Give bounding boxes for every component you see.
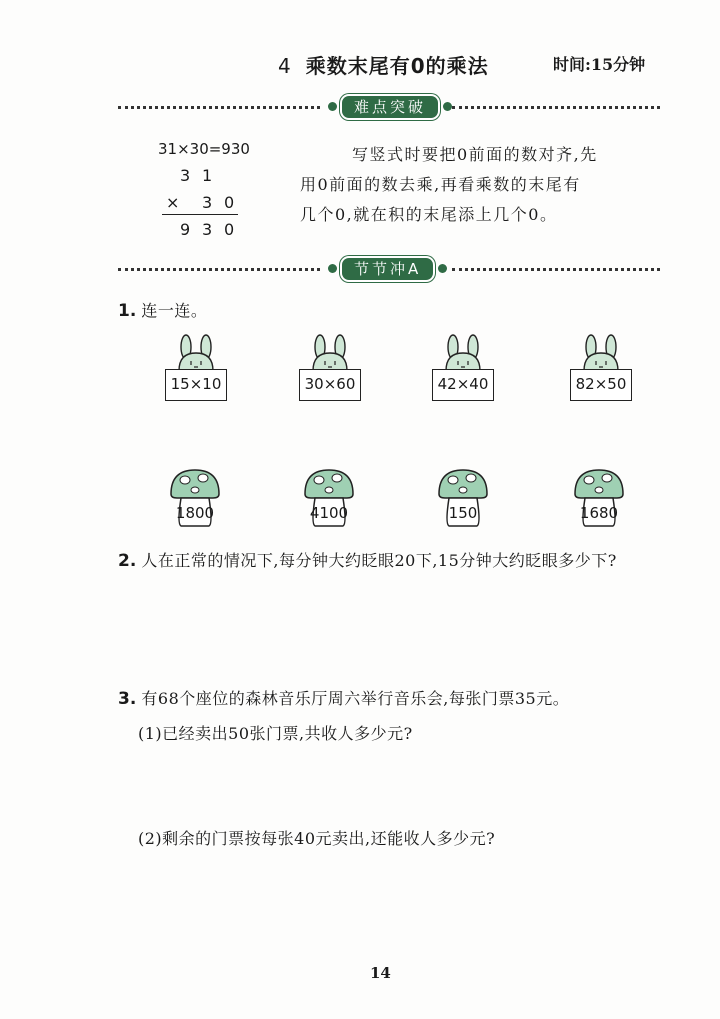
lesson-number: 4 xyxy=(278,54,292,78)
mushroom-card[interactable] xyxy=(571,466,627,528)
section-badge-difficulty: 难点突破 xyxy=(342,96,438,118)
digit: 9 xyxy=(180,220,191,239)
digit: 3 xyxy=(202,193,213,212)
divider-left xyxy=(118,106,320,109)
example-equation: 31×30=930 xyxy=(158,140,250,158)
bunny-icon xyxy=(570,333,636,373)
digit: 0 xyxy=(224,220,235,239)
mushroom-card[interactable] xyxy=(167,466,223,528)
divider-right xyxy=(452,106,660,109)
bunny-card[interactable] xyxy=(432,333,498,405)
bunny-icon xyxy=(165,333,231,373)
result-value: 1800 xyxy=(175,504,215,522)
time-limit: 时间:15分钟 xyxy=(553,55,646,74)
answer-area-q3-2[interactable] xyxy=(118,858,658,948)
result-value: 4100 xyxy=(309,504,349,522)
digit: 3 xyxy=(180,166,191,185)
tip-line: 写竖式时要把0前面的数对齐,先 xyxy=(352,145,598,164)
digit: 3 xyxy=(202,220,213,239)
bunny-card[interactable] xyxy=(299,333,365,405)
sub-question-1: (1)已经卖出50张门票,共收人多少元? xyxy=(138,724,413,743)
divider-right xyxy=(452,268,660,271)
digit: 1 xyxy=(202,166,213,185)
question-text: 人在正常的情况下,每分钟大约眨眼20下,15分钟大约眨眼多少下? xyxy=(141,551,617,570)
question-text: 有68个座位的森林音乐厅周六举行音乐会,每张门票35元。 xyxy=(141,689,570,708)
mushroom-card[interactable] xyxy=(301,466,357,528)
expression-sign: 15×10 xyxy=(165,369,227,401)
bunny-card[interactable] xyxy=(570,333,636,405)
bunny-card[interactable] xyxy=(165,333,231,405)
result-value: 150 xyxy=(448,504,478,522)
expression-sign: 42×40 xyxy=(432,369,494,401)
result-value: 1680 xyxy=(579,504,619,522)
digit: 0 xyxy=(224,193,235,212)
times-sign: × xyxy=(166,193,180,212)
tip-line: 用0前面的数去乘,再看乘数的末尾有 xyxy=(300,175,581,194)
question-3 xyxy=(118,686,569,709)
question-1 xyxy=(118,298,207,321)
bunny-icon xyxy=(299,333,365,373)
expression-sign: 82×50 xyxy=(570,369,632,401)
page-number: 14 xyxy=(370,964,391,982)
question-number: 1. xyxy=(118,301,137,321)
answer-area-q3-1[interactable] xyxy=(118,752,658,822)
question-text: 连一连。 xyxy=(141,301,208,320)
bunny-icon xyxy=(432,333,498,373)
lesson-title-text: 乘数末尾有0的乘法 xyxy=(305,54,489,78)
mushroom-card[interactable] xyxy=(435,466,491,528)
question-number: 3. xyxy=(118,689,137,709)
vertical-multiplication xyxy=(160,166,240,246)
sub-question-2: (2)剩余的门票按每张40元卖出,还能收人多少元? xyxy=(138,829,496,848)
section-badge-practice: 节节冲A xyxy=(342,258,433,280)
answer-area-q2[interactable] xyxy=(118,580,658,670)
question-2 xyxy=(118,548,617,571)
method-tip xyxy=(300,140,640,230)
divider-left xyxy=(118,268,320,271)
lesson-title xyxy=(278,50,489,79)
expression-sign: 30×60 xyxy=(299,369,361,401)
sum-line xyxy=(162,214,238,215)
question-number: 2. xyxy=(118,551,137,571)
tip-line: 几个0,就在积的末尾添上几个0。 xyxy=(300,205,558,224)
